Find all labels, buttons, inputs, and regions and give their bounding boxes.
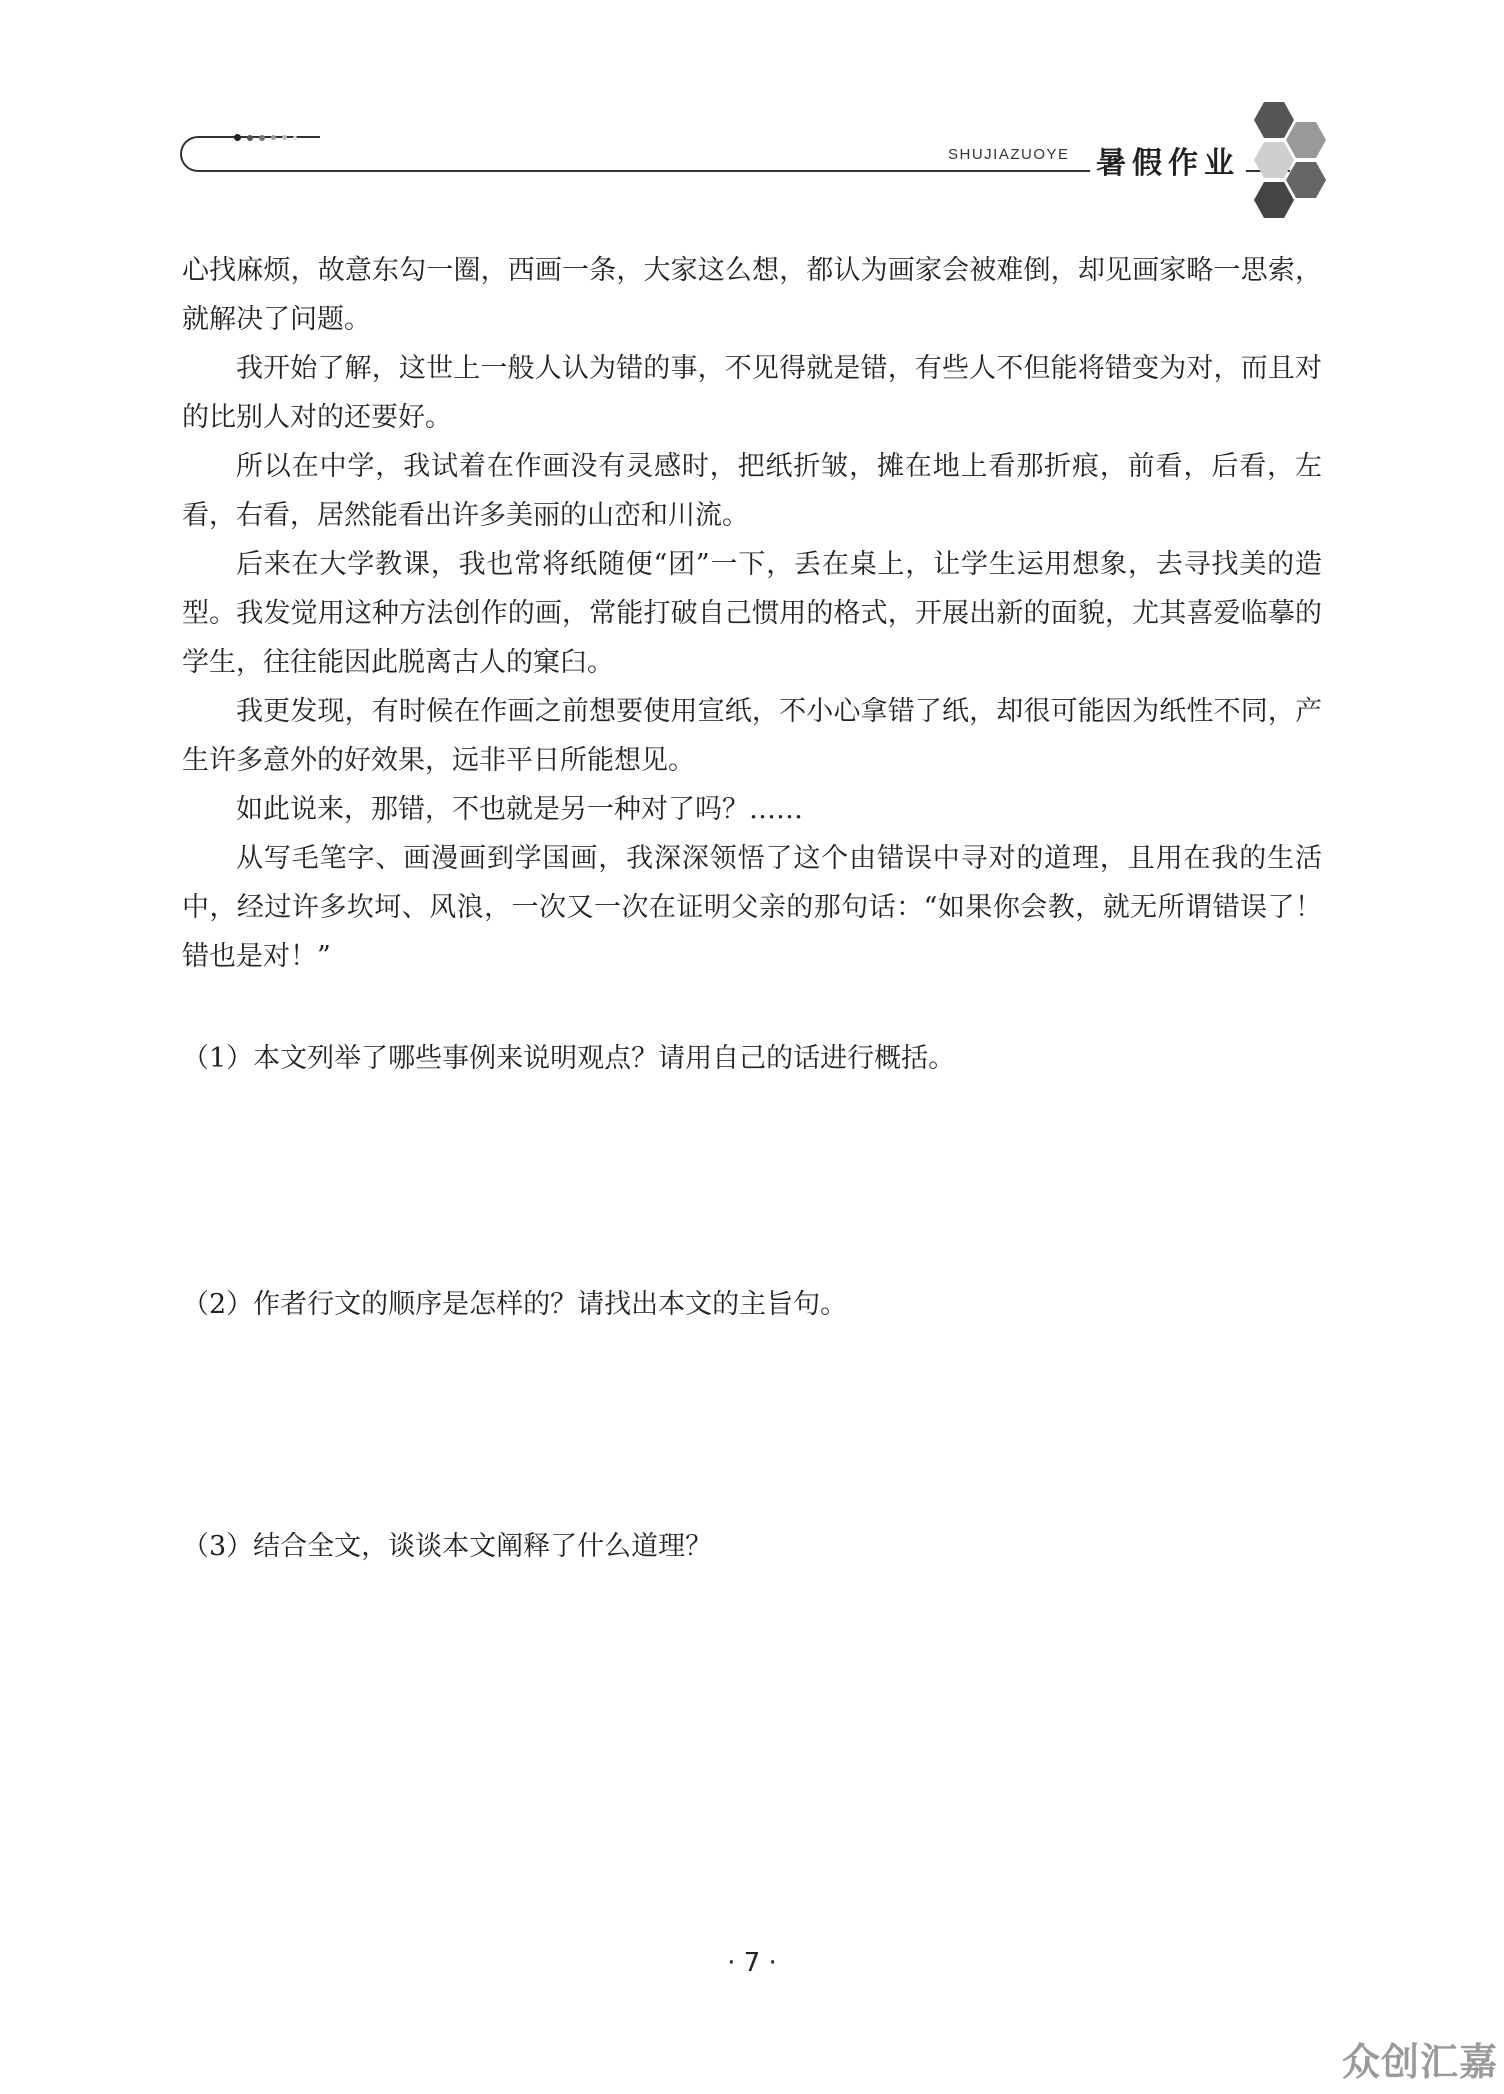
passage-paragraph: 心找麻烦，故意东勾一圈，西画一条，大家这么想，都认为画家会被难倒，却见画家略一思索，就解决了问题。 xyxy=(182,255,1322,335)
hexagon-decoration xyxy=(1286,162,1326,198)
question-2: （2）作者行文的顺序是怎样的？请找出本文的主旨句。 xyxy=(182,1289,848,1320)
passage-paragraph: 我开始了解，这世上一般人认为错的事，不见得就是错，有些人不但能将错变为对，而且对的比别人对的还要好。 xyxy=(182,353,1322,433)
watermark-logo: 众创汇嘉 xyxy=(1341,2040,1498,2084)
hexagon-decoration xyxy=(1286,122,1326,158)
page-number: · 7 · xyxy=(727,1948,777,1978)
header-dots-decoration xyxy=(234,134,297,141)
passage-paragraph: 我更发现，有时候在作画之前想要使用宣纸，不小心拿错了纸，却很可能因为纸性不同，产生许多意外的好效果，远非平日所能想见。 xyxy=(182,696,1322,776)
header-chinese-title: 暑假作业 xyxy=(1090,138,1246,182)
passage-paragraph: 如此说来，那错，不也就是另一种对了吗？…… xyxy=(236,794,803,825)
passage xyxy=(182,246,1322,981)
header-english-title: SHUJIAZUOYE xyxy=(948,146,1070,163)
passage-paragraph: 所以在中学，我试着在作画没有灵感时，把纸折皱，摊在地上看那折痕，前看，后看，左看，右看，居然能看出许多美丽的山峦和川流。 xyxy=(182,451,1322,531)
question-1: （1）本文列举了哪些事例来说明观点？请用自己的话进行概括。 xyxy=(182,1043,956,1074)
passage-paragraph: 后来在大学教课，我也常将纸随便“团”一下，丢在桌上，让学生运用想象，去寻找美的造型。我发觉用这种方法创作的画，常能打破自己惯用的格式，开展出新的面貌，尤其喜爱临摹的学生，往往能因此脱离古人的窠臼。 xyxy=(182,549,1322,678)
passage-paragraph: 从写毛笔字、画漫画到学国画，我深深领悟了这个由错误中寻对的道理，且用在我的生活中，经过许多坎坷、风浪，一次又一次在证明父亲的那句话：“如果你会教，就无所谓错误了！错也是对！” xyxy=(182,843,1322,972)
question-3: （3）结合全文，谈谈本文阐释了什么道理？ xyxy=(182,1531,713,1562)
hexagon-decoration xyxy=(1254,102,1294,138)
hexagon-decoration xyxy=(1254,182,1294,218)
